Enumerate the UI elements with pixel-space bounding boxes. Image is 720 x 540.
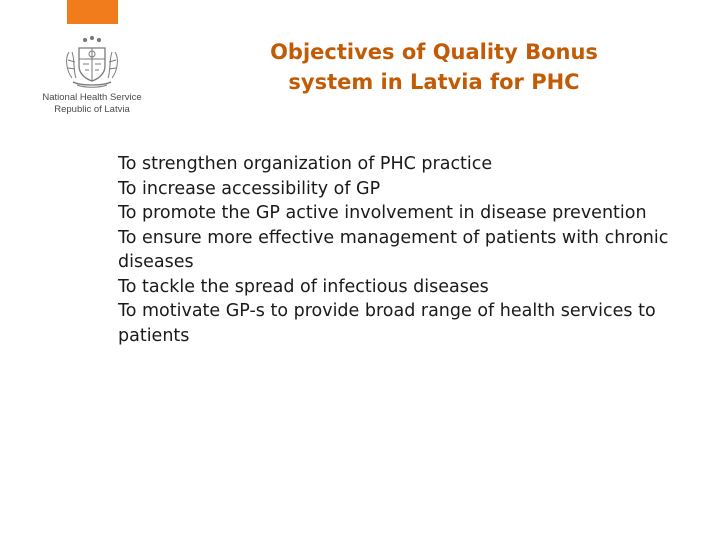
organization-logo: [36, 34, 148, 118]
objective-item: To tackle the spread of infectious diseases: [118, 276, 489, 297]
slide-title-line-2: system in Latvia for PHC: [288, 70, 580, 94]
objective-item: To promote the GP active involvement in disease prevention: [118, 203, 647, 223]
logo-line-country: Republic of Latvia: [54, 104, 130, 115]
objective-item: To increase accessibility of GP: [118, 178, 381, 199]
slide-title: [225, 37, 643, 97]
coat-of-arms-icon: [63, 34, 121, 90]
objective-item: To strengthen organization of PHC practice: [118, 154, 493, 174]
objective-item: To ensure more effective management of patients with chronic diseases: [118, 227, 669, 272]
orange-accent-bar: [67, 0, 118, 24]
objectives-list: [118, 152, 698, 348]
objective-item: To motivate GP-s to provide broad range of health services to patients: [118, 301, 656, 346]
logo-line-organization: National Health Service: [42, 92, 142, 103]
slide-title-line-1: Objectives of Quality Bonus: [270, 40, 598, 64]
